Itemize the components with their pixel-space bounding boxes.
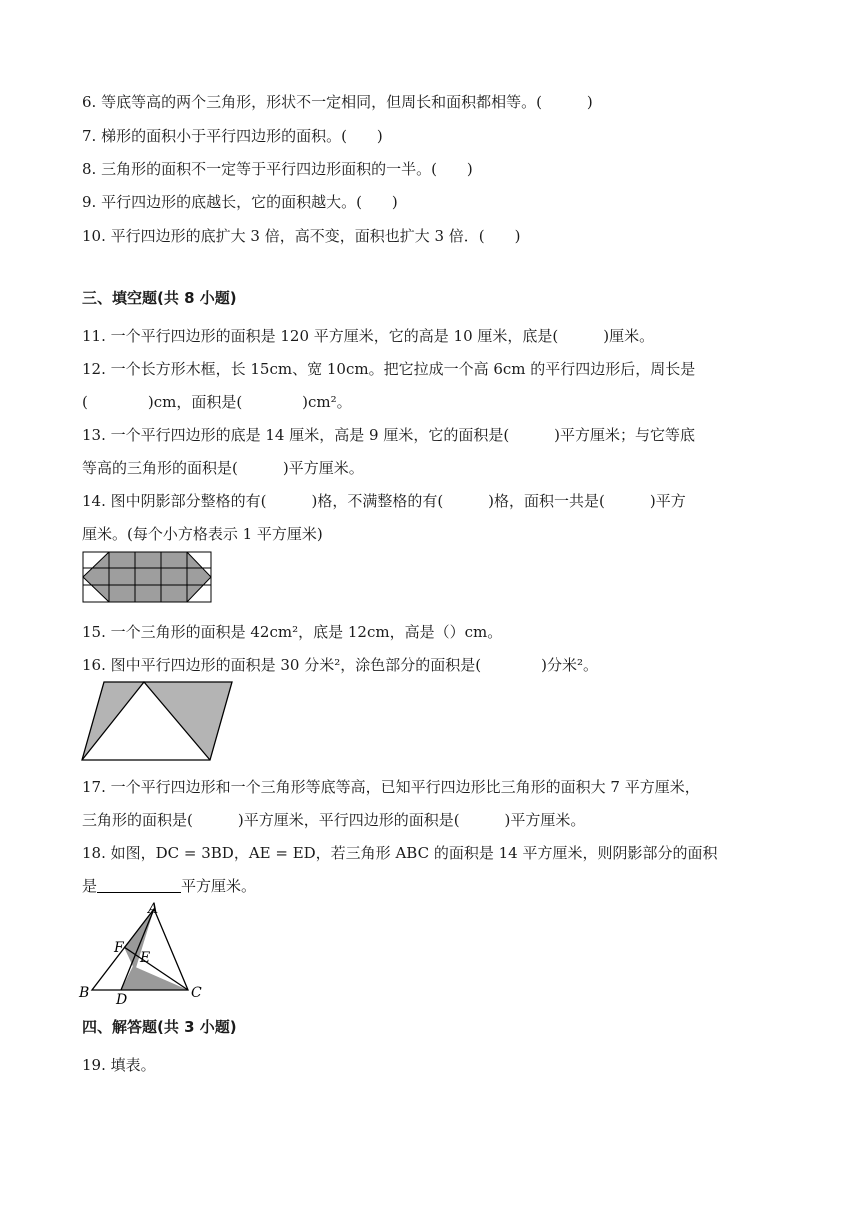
figure-18-triangle — [78, 898, 208, 1006]
figure-16-parallelogram — [80, 680, 234, 762]
section-heading-fill: 三、填空题(共 8 小题) — [82, 289, 237, 307]
label-a: A — [148, 901, 159, 917]
question-10: 10. 平行四边形的底扩大 3 倍，高不变，面积也扩大 3 倍．( ) — [82, 227, 521, 245]
question-19: 19. 填表。 — [82, 1056, 156, 1074]
question-18-line2 — [82, 876, 256, 896]
label-f: F — [114, 940, 124, 956]
question-13-line1: 13. 一个平行四边形的底是 14 厘米，高是 9 厘米，它的面积是( )平方厘米；与它等底 — [82, 426, 696, 444]
question-17-line2: 三角形的面积是( )平方厘米，平行四边形的面积是( )平方厘米。 — [82, 811, 586, 829]
question-17-line1: 17. 一个平行四边形和一个三角形等底等高，已知平行四边形比三角形的面积大 7 平方厘米， — [82, 778, 700, 796]
answer-blank[interactable] — [97, 876, 181, 893]
question-11: 11. 一个平行四边形的面积是 120 平方厘米，它的高是 10 厘米，底是( )厘米。 — [82, 327, 655, 345]
question-12-line2: ( )cm，面积是( )cm²。 — [82, 393, 352, 411]
label-d: D — [116, 992, 128, 1006]
question-14-line1: 14. 图中阴影部分整格的有( )格，不满整格的有( )格，面积一共是( )平方 — [82, 492, 686, 510]
label-e: E — [140, 950, 151, 966]
question-15: 15. 一个三角形的面积是 42cm²，底是 12cm，高是（）cm。 — [82, 623, 503, 641]
figure-14-grid — [81, 550, 213, 604]
question-18-prefix: 是 — [82, 877, 98, 895]
question-18-suffix: 平方厘米。 — [181, 877, 257, 895]
figure-14-shaded-shape — [83, 552, 211, 602]
question-7: 7. 梯形的面积小于平行四边形的面积。( ) — [82, 127, 383, 145]
question-8: 8. 三角形的面积不一定等于平行四边形面积的一半。( ) — [82, 160, 473, 178]
figure-16-shaded-right — [144, 682, 232, 760]
question-14-line2: 厘米。(每个小方格表示 1 平方厘米) — [82, 525, 323, 543]
question-13-line2: 等高的三角形的面积是( )平方厘米。 — [82, 459, 364, 477]
section-heading-solve: 四、解答题(共 3 小题) — [82, 1018, 237, 1036]
question-9: 9. 平行四边形的底越长，它的面积越大。( ) — [82, 193, 398, 211]
label-c: C — [191, 985, 202, 1001]
question-16: 16. 图中平行四边形的面积是 30 分米²，涂色部分的面积是( )分米²。 — [82, 656, 598, 674]
question-6: 6. 等底等高的两个三角形，形状不一定相同，但周长和面积都相等。( ) — [82, 93, 593, 111]
question-18-line1: 18. 如图，DC = 3BD，AE = ED，若三角形 ABC 的面积是 14 平方厘米，则阴影部分的面积 — [82, 844, 718, 862]
figure-18-shaded-edc — [121, 966, 188, 990]
label-b: B — [79, 985, 90, 1001]
question-12-line1: 12. 一个长方形木框，长 15cm、宽 10cm。把它拉成一个高 6cm 的平行四边形后，周长是 — [82, 360, 696, 378]
